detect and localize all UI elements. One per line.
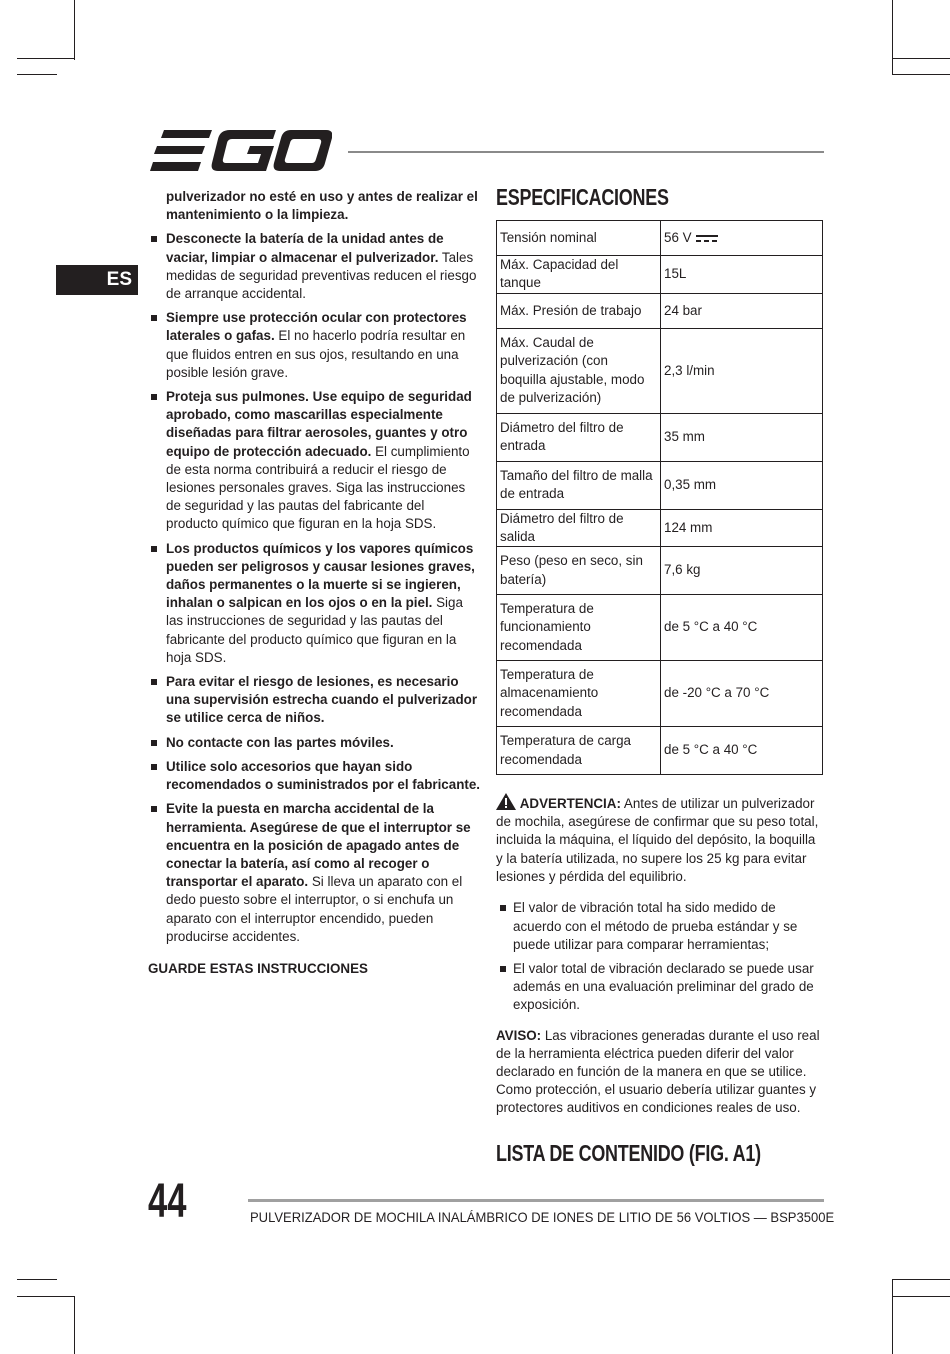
- list-item: El valor total de vibración declarado se puede usar además en una evaluación preliminar del grado de exposición.: [496, 960, 824, 1015]
- spec-label: Máx. Presión de trabajo: [497, 293, 661, 328]
- crop-mark: [892, 74, 950, 75]
- list-item: Para evitar el riesgo de lesiones, es necesario una supervisión estrecha cuando el pulverizador se utilice cerca de niños.: [148, 673, 480, 728]
- notice-text: Las vibraciones generadas durante el uso real de la herramienta eléctrica pueden diferir del valor declarado en función de la manera en que se utilice. Como protección, el usuario debería utilizar guantes y protectores auditivos en condiciones reales de uso.: [496, 1027, 820, 1116]
- spec-value: 24 bar: [661, 293, 823, 328]
- safety-list: [148, 230, 480, 946]
- ego-logo: [150, 130, 332, 172]
- spec-label: Peso (peso en seco, sin batería): [497, 547, 661, 595]
- spec-label: Máx. Caudal de pulverización (con boquilla ajustable, modo de pulverización): [497, 328, 661, 413]
- spec-label: Tensión nominal: [497, 221, 661, 256]
- spec-value: 0,35 mm: [661, 461, 823, 509]
- language-tab: ES: [56, 265, 138, 295]
- list-item: Proteja sus pulmones. Use equipo de seguridad aprobado, como mascarillas especialmente diseñadas para filtrar aerosoles, guantes y otro equipo de protección adecuado. El cumplimiento de esta norma contribuirá a reducir el riesgo de lesiones personales graves. Siga las instrucciones de seguridad y las pautas del fabricante del producto químico que figuran en la hoja SDS.: [148, 388, 480, 534]
- table-row: [497, 727, 823, 775]
- spec-value: de 5 °C a 40 °C: [661, 595, 823, 661]
- crop-mark: [892, 58, 950, 59]
- crop-mark: [892, 1279, 950, 1280]
- list-item: Desconecte la batería de la unidad antes de vaciar, limpiar o almacenar el pulverizador. Tales medidas de seguridad preventivas reducen el riesgo de arranque accidental.: [148, 230, 480, 303]
- list-item: Siempre use protección ocular con protectores laterales o gafas. El no hacerlo podría resultar en que fluidos entren en sus ojos, resultando en una posible lesión grave.: [148, 309, 480, 382]
- list-item: Evite la puesta en marcha accidental de la herramienta. Asegúrese de que el interruptor se encuentra en la posición de apagado antes de conectar la batería, así como al recoger o transportar el aparato. Si lleva un aparato con el dedo puesto sobre el interruptor, o si enchufa un aparato con el interruptor encendido, pueden producirse accidentes.: [148, 800, 480, 946]
- warning-text: Antes de utilizar un pulverizador de mochila, asegúrese de confirmar que su peso total, incluida la máquina, el líquido del depósito, la boquilla y la batería utilizada, no supere los 25 kg para evitar lesiones y pérdida del equilibrio.: [496, 796, 819, 884]
- spec-value: 15L: [661, 256, 823, 293]
- notice-label: AVISO:: [496, 1027, 542, 1043]
- notice-paragraph: [496, 1027, 824, 1118]
- table-row: [497, 461, 823, 509]
- list-item: Utilice solo accesorios que hayan sido recomendados o suministrados por el fabricante.: [148, 758, 480, 794]
- dc-symbol-icon: [696, 234, 718, 244]
- spec-table: [496, 220, 823, 775]
- spec-value: de -20 °C a 70 °C: [661, 661, 823, 727]
- spec-value: 35 mm: [661, 413, 823, 461]
- left-column: [148, 188, 480, 978]
- spec-value: 56 V: [661, 221, 823, 256]
- table-row: [497, 547, 823, 595]
- footer-rule: [248, 1199, 824, 1202]
- crop-mark: [17, 1296, 75, 1297]
- spec-label: Temperatura de carga recomendada: [497, 727, 661, 775]
- crop-mark: [892, 0, 893, 75]
- spec-heading: ESPECIFICACIONES: [496, 184, 669, 210]
- crop-mark: [17, 74, 57, 75]
- table-row: [497, 221, 823, 256]
- list-item: Los productos químicos y los vapores químicos pueden ser peligrosos y causar lesiones graves, daños permanentes o la muerte si se ingieren, inhalan o salpican en los ojos o en la piel. Siga las instrucciones de seguridad y las pautas del fabricante del producto químico que figuran en la hoja SDS.: [148, 540, 480, 667]
- crop-mark: [17, 1279, 57, 1280]
- right-column: [496, 184, 824, 1166]
- spec-label: Tamaño del filtro de malla de entrada: [497, 461, 661, 509]
- crop-mark: [17, 58, 75, 59]
- table-row: [497, 293, 823, 328]
- table-row: [497, 661, 823, 727]
- table-row: [497, 595, 823, 661]
- vibration-list: [496, 899, 824, 1014]
- spec-label: Temperatura de almacenamiento recomendada: [497, 661, 661, 727]
- spec-label: Diámetro del filtro de salida: [497, 509, 661, 546]
- spec-label: Diámetro del filtro de entrada: [497, 413, 661, 461]
- page-number: 44: [148, 1175, 187, 1228]
- spec-value: 124 mm: [661, 509, 823, 546]
- spec-value: 2,3 l/min: [661, 328, 823, 413]
- crop-mark: [74, 0, 75, 60]
- warning-label: ADVERTENCIA:: [519, 796, 621, 812]
- table-row: [497, 509, 823, 546]
- contents-heading: LISTA DE CONTENIDO (FIG. A1): [496, 1139, 761, 1166]
- spec-label: Temperatura de funcionamiento recomendada: [497, 595, 661, 661]
- spec-value: 7,6 kg: [661, 547, 823, 595]
- list-item: El valor de vibración total ha sido medido de acuerdo con el método de prueba estándar y se puede utilizar para comparar herramientas;: [496, 899, 824, 954]
- crop-mark: [892, 1296, 950, 1297]
- footer-title: PULVERIZADOR DE MOCHILA INALÁMBRICO DE IONES DE LITIO DE 56 VOLTIOS — BSP3500E: [250, 1209, 835, 1225]
- table-row: [497, 413, 823, 461]
- intro-text: pulverizador no esté en uso y antes de realizar el mantenimiento o la limpieza.: [166, 189, 478, 223]
- table-row: [497, 256, 823, 293]
- spec-value: de 5 °C a 40 °C: [661, 727, 823, 775]
- spec-label: Máx. Capacidad del tanque: [497, 256, 661, 293]
- list-item: No contacte con las partes móviles.: [148, 734, 480, 752]
- crop-mark: [892, 1279, 893, 1354]
- save-instructions: GUARDE ESTAS INSTRUCCIONES: [148, 960, 368, 976]
- crop-mark: [74, 1296, 75, 1354]
- warning-triangle-icon: [496, 793, 516, 810]
- warning-paragraph: [496, 793, 824, 886]
- header-rule: [348, 151, 824, 153]
- table-row: [497, 328, 823, 413]
